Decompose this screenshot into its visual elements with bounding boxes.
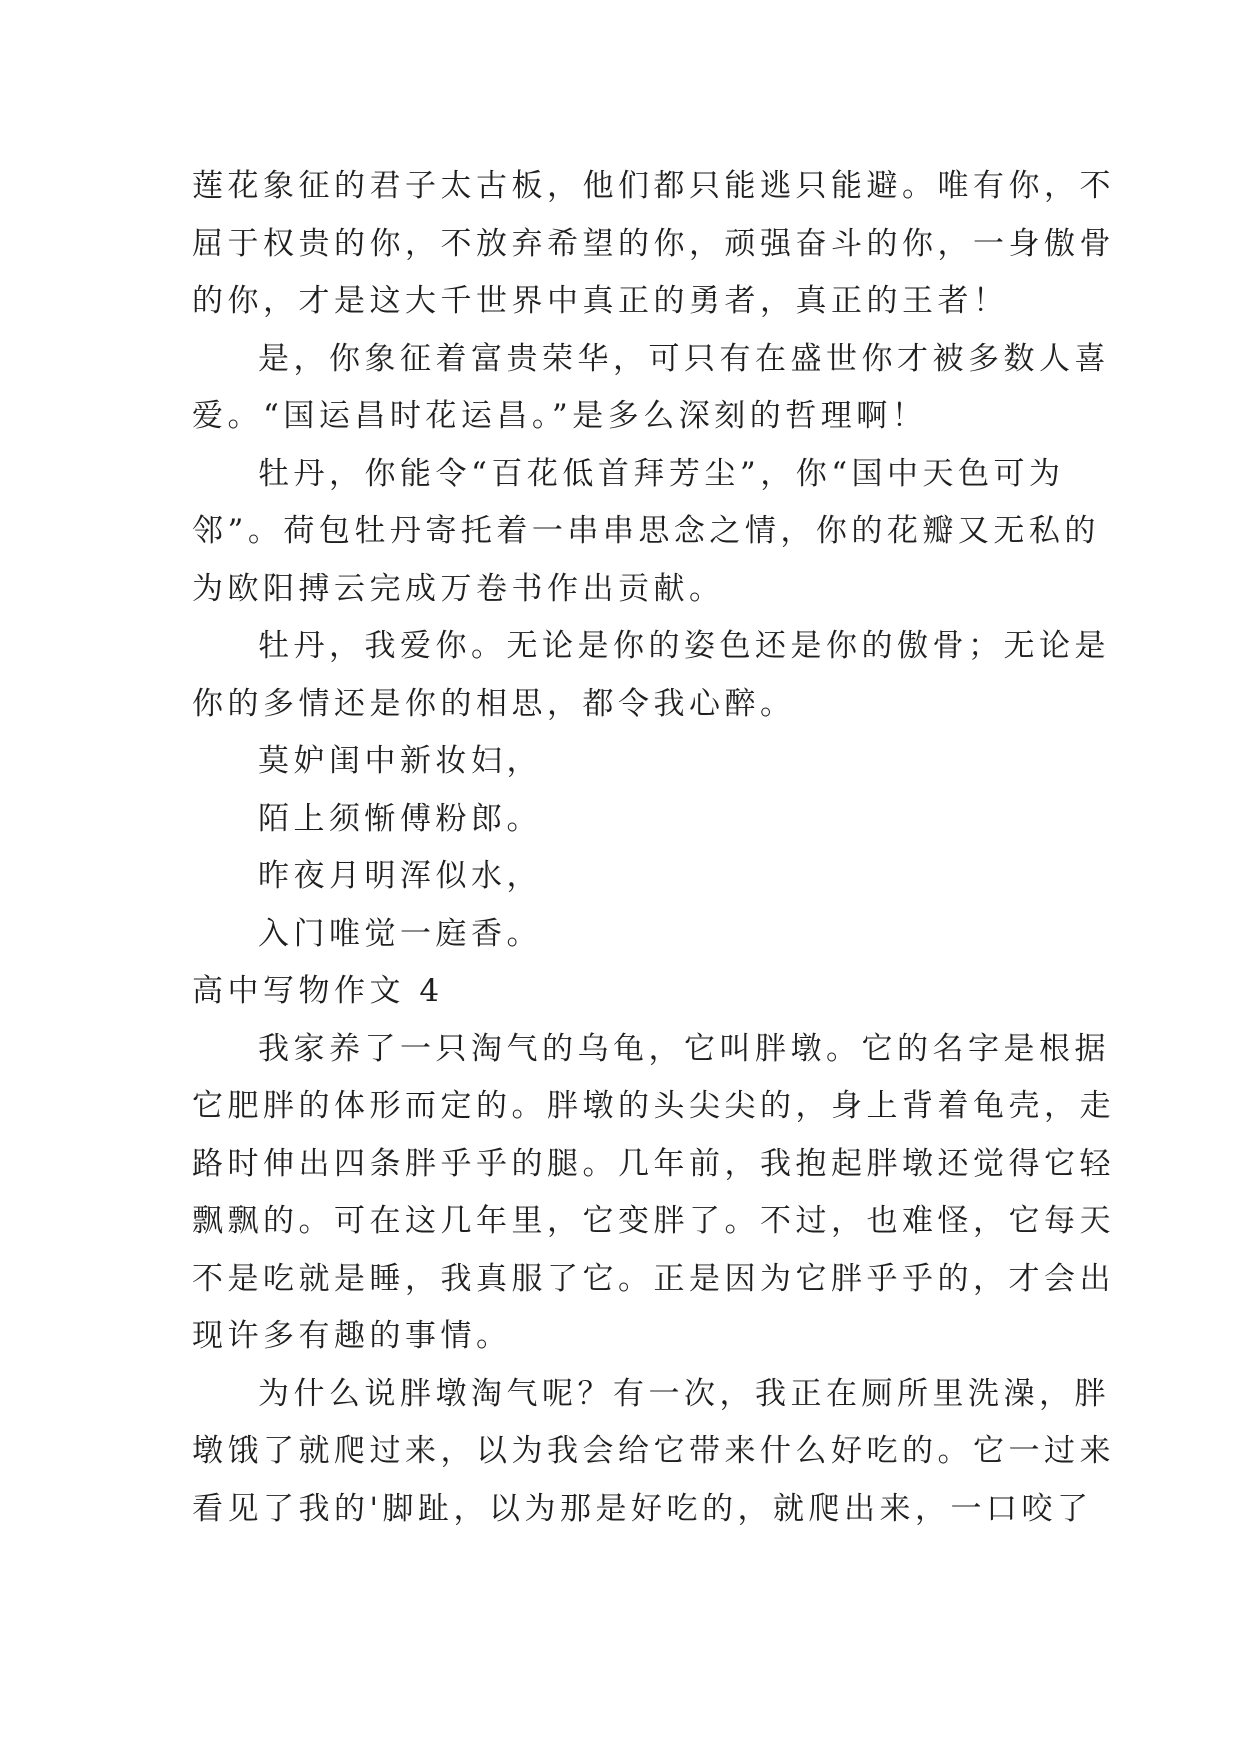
text-line: 路时伸出四条胖乎乎的腿。几年前，我抱起胖墩还觉得它轻 bbox=[192, 1145, 1115, 1182]
paragraph-start-line: 为什么说胖墩淘气呢？有一次，我正在厕所里洗澡，胖 bbox=[258, 1375, 1110, 1412]
text-line: 的你，才是这大千世界中真正的勇者，真正的王者！ bbox=[192, 283, 1009, 319]
text-line: 看见了我的'脚趾，以为那是好吃的，就爬出来，一口咬了 bbox=[192, 1490, 1093, 1527]
document-page bbox=[192, 158, 1115, 1538]
paragraph-start-line: 牡丹，你能令“百花低首拜芳尘”，你“国中天色可为 bbox=[258, 455, 1065, 492]
text-line: 不是吃就是睡，我真服了它。正是因为它胖乎乎的，才会出 bbox=[192, 1260, 1115, 1297]
paragraph-start-line: 牡丹，我爱你。无论是你的姿色还是你的傲骨；无论是 bbox=[258, 628, 1110, 664]
text-line: 墩饿了就爬过来，以为我会给它带来什么好吃的。它一过来 bbox=[192, 1433, 1115, 1469]
paragraph-start-line: 是，你象征着富贵荣华，可只有在盛世你才被多数人喜 bbox=[258, 340, 1110, 377]
text-line: 现许多有趣的事情。 bbox=[192, 1318, 512, 1354]
text-line: 爱。“国运昌时花运昌。”是多么深刻的哲理啊！ bbox=[192, 398, 928, 434]
text-line: 邻”。荷包牡丹寄托着一串串思念之情，你的花瓣又无私的 bbox=[192, 513, 1100, 549]
poem-line: 入门唯觉一庭香。 bbox=[258, 915, 542, 952]
text-line: 你的多情还是你的相思，都令我心醉。 bbox=[192, 685, 796, 722]
poem-line: 陌上须惭傅粉郎。 bbox=[258, 800, 542, 837]
poem-line: 莫妒闺中新妆妇， bbox=[258, 743, 542, 779]
text-line: 莲花象征的君子太古板，他们都只能逃只能避。唯有你，不 bbox=[192, 168, 1115, 204]
text-line: 为欧阳搏云完成万卷书作出贡献。 bbox=[192, 570, 725, 607]
text-line: 它肥胖的体形而定的。胖墩的头尖尖的，身上背着龟壳，走 bbox=[192, 1088, 1115, 1124]
text-line: 飘飘的。可在这几年里，它变胖了。不过，也难怪，它每天 bbox=[192, 1203, 1115, 1239]
section-heading: 高中写物作文 4 bbox=[192, 973, 444, 1009]
paragraph-start-line: 我家养了一只淘气的乌龟，它叫胖墩。它的名字是根据 bbox=[258, 1030, 1110, 1067]
poem-line: 昨夜月明浑似水， bbox=[258, 858, 542, 894]
text-line: 屈于权贵的你，不放弃希望的你，顽强奋斗的你，一身傲骨 bbox=[192, 225, 1115, 262]
